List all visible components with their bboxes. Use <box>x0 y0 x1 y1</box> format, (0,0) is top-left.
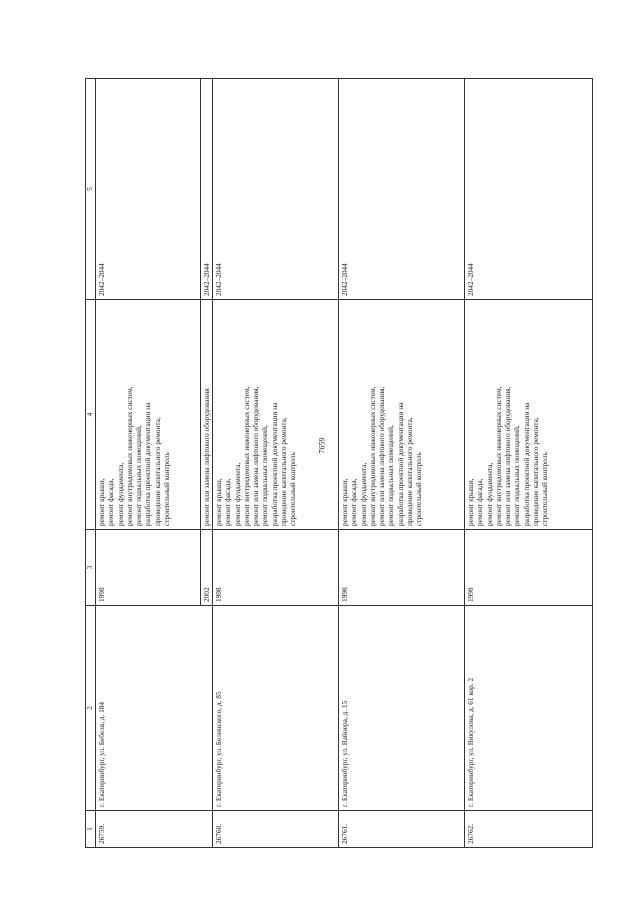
table-row <box>465 79 593 848</box>
row-number: 26759. <box>96 811 213 848</box>
period-value: 2042–2044 <box>96 79 201 299</box>
work-item: ремонт внутридомовых инженерных систем, <box>493 386 503 526</box>
table-row <box>339 79 465 848</box>
year-value: 1998 <box>96 530 201 605</box>
work-item: проведение капитального ремонта, <box>405 417 415 526</box>
row-number: 26762. <box>465 811 593 848</box>
work-item: разработка проектной документации на <box>521 402 531 526</box>
works-list <box>339 300 465 530</box>
period-value: 2042–2044 <box>339 79 465 300</box>
column-header: 5 <box>86 79 96 300</box>
works-list <box>96 300 201 529</box>
work-item: проведение капитального ремонта, <box>152 417 162 526</box>
year-value: 1998 <box>339 530 465 606</box>
year-cell <box>96 530 213 606</box>
year-value: 2002 <box>202 587 211 602</box>
work-item: разработка проектной документации на <box>395 402 405 526</box>
column-header: 2 <box>86 606 96 811</box>
header-row <box>86 79 96 848</box>
work-item: ремонт крыши, <box>97 478 106 526</box>
work-item: ремонт фундамента, <box>115 462 125 526</box>
work-item: ремонт крыши, <box>214 478 223 526</box>
row-address: г. Екатеринбург, ул. Вайнера, д. 15 <box>339 606 465 811</box>
work-item: ремонт или замена лифтового оборудования, <box>503 386 513 526</box>
row-address: г. Екатеринбург, ул. Бебеля, д. 184 <box>96 606 213 811</box>
work-item: разработка проектной документации на <box>143 402 153 526</box>
column-header: 3 <box>86 530 96 606</box>
work-item: строительный контроль <box>162 452 172 526</box>
work-item: ремонт или замена лифтового оборудования, <box>251 386 261 526</box>
column-header: 4 <box>86 300 96 530</box>
period-value: 2042–2044 <box>202 263 211 296</box>
work-item: ремонт внутридомовых инженерных систем, <box>124 386 134 526</box>
column-header: 1 <box>86 811 96 848</box>
year-value: 1998 <box>465 530 593 606</box>
works-list <box>201 300 212 529</box>
work-item: строительный контроль <box>540 452 550 526</box>
row-number: 26761. <box>339 811 465 848</box>
works-list <box>213 300 339 530</box>
period-value: 2042–2044 <box>465 79 593 300</box>
work-item: ремонт или замена лифтового оборудования <box>202 388 211 526</box>
work-item: проведение капитального ремонта, <box>531 417 541 526</box>
work-item: ремонт подвальных помещений, <box>134 425 144 526</box>
repair-schedule-table <box>85 78 593 848</box>
table-row <box>96 79 213 848</box>
row-number: 26760. <box>213 811 339 848</box>
work-item: строительный контроль <box>288 452 298 526</box>
work-item: ремонт подвальных помещений, <box>512 425 522 526</box>
row-address: г. Екатеринбург, ул. Викулова, д. 61 кор. 2 <box>465 606 593 811</box>
work-item: ремонт подвальных помещений, <box>260 425 270 526</box>
work-item: ремонт фасада, <box>106 478 116 526</box>
work-item: ремонт фасада, <box>223 478 233 526</box>
works-list <box>465 300 593 530</box>
work-item: строительный контроль <box>414 452 424 526</box>
period-value: 2042–2044 <box>213 79 339 300</box>
work-item: ремонт фундамента, <box>232 462 242 526</box>
table-row <box>213 79 339 848</box>
works-cell <box>96 300 213 530</box>
rotated-table-container <box>85 79 591 848</box>
work-item: ремонт фасада, <box>475 478 485 526</box>
work-item: ремонт внутридомовых инженерных систем, <box>241 386 251 526</box>
work-item: ремонт или замена лифтового оборудования, <box>377 386 387 526</box>
work-item: ремонт фундамента, <box>358 462 368 526</box>
work-item: ремонт фундамента, <box>484 462 494 526</box>
work-item: ремонт фасада, <box>349 478 359 526</box>
year-value: 1998 <box>213 530 339 606</box>
work-item: проведение капитального ремонта, <box>279 417 289 526</box>
work-item: ремонт внутридомовых инженерных систем, <box>367 386 377 526</box>
work-item: разработка проектной документации на <box>269 402 279 526</box>
page-number: 7659 <box>317 437 327 454</box>
period-cell <box>96 79 213 300</box>
work-item: ремонт крыши, <box>340 478 349 526</box>
row-address: г. Екатеринбург, ул. Белинского, д. 85 <box>213 606 339 811</box>
work-item: ремонт крыши, <box>466 478 475 526</box>
work-item: ремонт подвальных помещений, <box>386 425 396 526</box>
